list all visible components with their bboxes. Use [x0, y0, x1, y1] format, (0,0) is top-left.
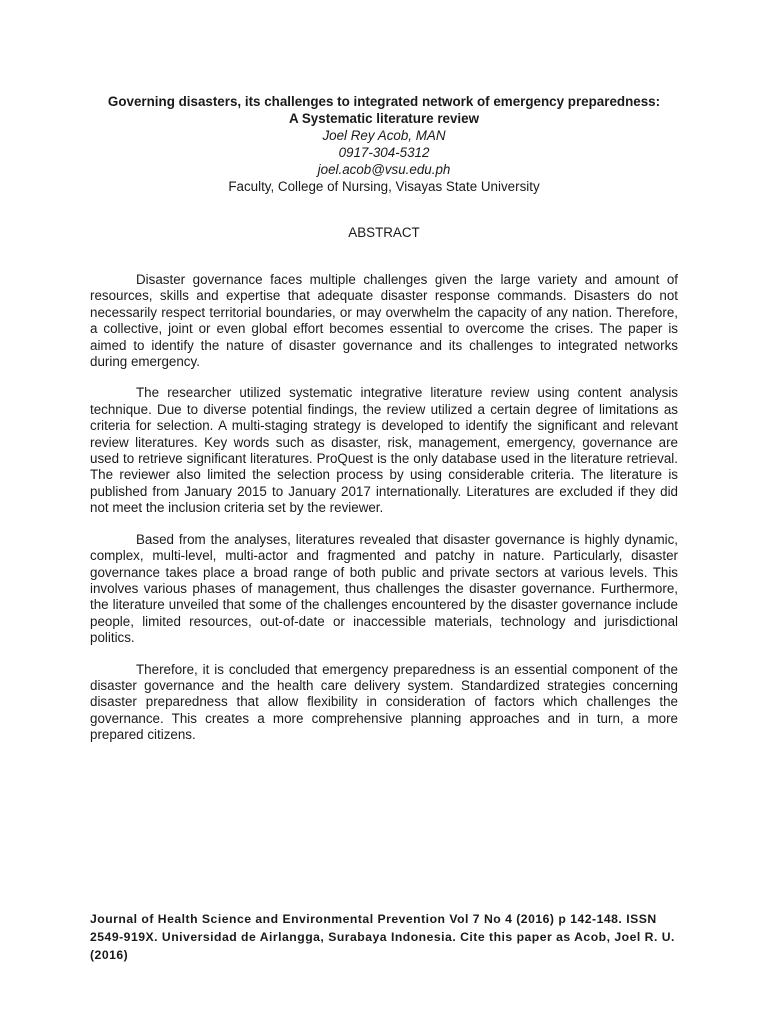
- author-affiliation: Faculty, College of Nursing, Visayas State University: [228, 179, 540, 194]
- paper-title-line-1: Governing disasters, its challenges to integrated network of emergency preparedness:: [107, 94, 661, 109]
- author-phone: 0917-304-5312: [338, 145, 430, 160]
- abstract-paragraph-3: Based from the analyses, literatures revealed that disaster governance is highly dynamic, complex, multi-level, multi-actor and fragmented and patchy in nature. Particularly, disaster governance takes place a broad range of both public and private sectors at various levels. This involves various phases of management, thus challenges the disaster governance. Furthermore, the literature unveiled that some of the challenges encountered by the disaster governance include people, limited resources, out-of-date or inaccessible materials, technology and jurisdictional politics.: [90, 531, 678, 646]
- paper-title-line-2: A Systematic literature review: [288, 111, 480, 126]
- journal-citation: Journal of Health Science and Environmental Prevention Vol 7 No 4 (2016) p 142-148. ISSN 2549-919X. Universidad de Airlangga, Surabaya Indonesia. Cite this paper as Acob, Joel R. U. (2016): [90, 912, 675, 962]
- abstract-paragraph-2: The researcher utilized systematic integrative literature review using content analysis technique. Due to diverse potential findings, the review utilized a certain degree of limitations as criteria for selection. A multi-staging strategy is developed to identify the significant and relevant review literatures. Key words such as disaster, risk, management, emergency, governance are used to retrieve significant literatures. ProQuest is the only database used in the literature retrieval. The reviewer also limited the selection process by using considerable criteria. The literature is published from January 2015 to January 2017 internationally. Literatures are excluded if they did not meet the inclusion criteria set by the reviewer.: [90, 385, 678, 516]
- paper-header: [60, 93, 708, 195]
- abstract-paragraph-4: Therefore, it is concluded that emergency preparedness is an essential component of the disaster governance and the health care delivery system. Standardized strategies concerning disaster preparedness that allow flexibility in consideration of factors which challenges the governance. This creates a more comprehensive planning approaches and in turn, a more prepared citizens.: [90, 661, 678, 743]
- abstract-heading: ABSTRACT: [348, 225, 420, 240]
- author-name: Joel Rey Acob, MAN: [322, 128, 446, 143]
- abstract-paragraph-1: Disaster governance faces multiple challenges given the large variety and amount of resources, skills and expertise that adequate disaster response commands. Disasters do not necessarily respect territorial boundaries, or may overwhelm the capacity of any nation. Therefore, a collective, joint or even global effort becomes essential to overcome the crises. The paper is aimed to identify the nature of disaster governance and its challenges to integrated networks during emergency.: [90, 272, 678, 370]
- author-email: joel.acob@vsu.edu.ph: [317, 162, 451, 177]
- abstract-body: [90, 272, 678, 759]
